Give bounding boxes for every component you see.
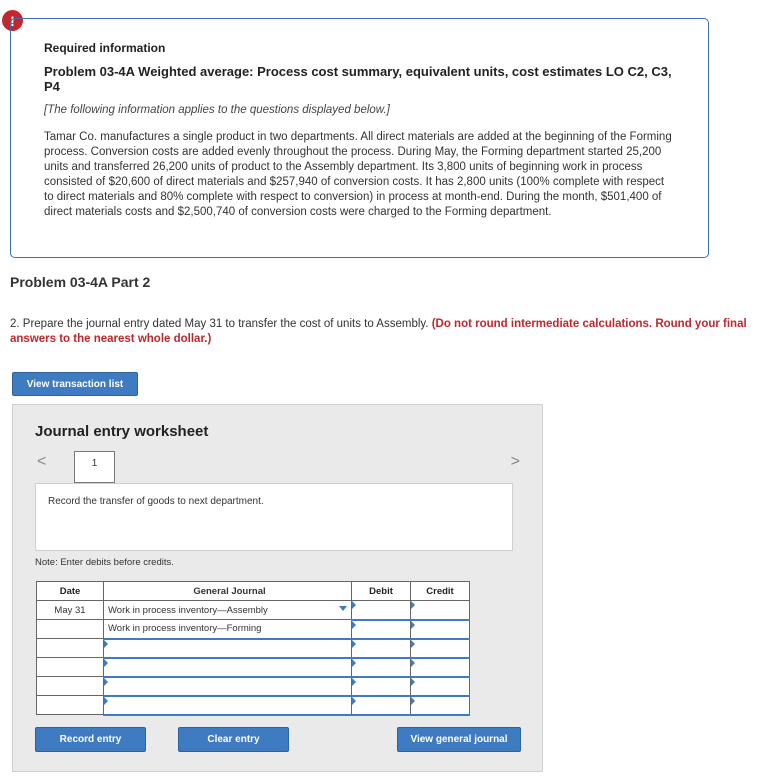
credit-input[interactable]: [411, 658, 470, 677]
input-marker-icon: [104, 640, 108, 648]
date-cell[interactable]: [37, 620, 104, 639]
question-instruction: (Do not round intermediate calculations. Round your final answers to the nearest whole dollar.): [10, 318, 747, 345]
applies-note: [The following information applies to the questions displayed below.]: [44, 104, 390, 116]
journal-table: [36, 581, 470, 716]
input-marker-icon: [411, 640, 415, 648]
view-general-journal-button[interactable]: View general journal: [397, 727, 521, 752]
credit-header: Credit: [411, 582, 470, 601]
account-select[interactable]: [104, 639, 352, 658]
table-row: [37, 639, 470, 658]
debit-header: Debit: [352, 582, 411, 601]
debit-input[interactable]: [352, 696, 411, 715]
date-cell[interactable]: May 31: [37, 601, 104, 620]
date-cell[interactable]: [37, 658, 104, 677]
debit-input[interactable]: [352, 620, 411, 639]
input-marker-icon: [352, 697, 356, 705]
credit-input[interactable]: [411, 639, 470, 658]
problem-description: Tamar Co. manufactures a single product in two departments. All direct materials are added at the beginning of the Forming process. Conversion costs are added evenly throughout the process. During May, the Forming department started 25,200 units and transferred 26,200 units of product to the Assembly department. Its 3,800 units of beginning work in process consisted of $20,600 of direct materials and $257,940 of conversion costs. It has 2,800 units (100% complete with respect to direct materials and 80% complete with respect to conversion) in process at month-end. During the month, $501,400 of direct materials costs and $2,500,740 of conversion costs were charged to the Forming department.: [44, 131, 672, 218]
credit-input[interactable]: [411, 601, 470, 620]
journal-header-row: [37, 582, 470, 601]
input-marker-icon: [411, 659, 415, 667]
input-marker-icon: [411, 621, 415, 629]
part-title: Problem 03-4A Part 2: [10, 274, 151, 290]
question-prompt: 2. Prepare the journal entry dated May 31 to transfer the cost of units to Assembly.: [10, 318, 429, 330]
worksheet-title: Journal entry worksheet: [35, 423, 209, 440]
input-marker-icon: [352, 601, 356, 609]
account-select[interactable]: [104, 601, 352, 620]
record-entry-button[interactable]: Record entry: [35, 727, 146, 752]
problem-title: Problem 03-4A Weighted average: Process cost summary, equivalent units, cost estimates LO C2, C3, P4: [44, 64, 672, 94]
chevron-left-icon[interactable]: <: [37, 453, 47, 470]
table-row: [37, 696, 470, 715]
debit-input[interactable]: [352, 677, 411, 696]
debit-input[interactable]: [352, 658, 411, 677]
table-row: [37, 601, 470, 620]
input-marker-icon: [352, 678, 356, 686]
account-name: Work in process inventory—Assembly: [108, 604, 268, 616]
input-marker-icon: [104, 659, 108, 667]
input-marker-icon: [352, 621, 356, 629]
required-information-heading: Required information: [44, 41, 166, 55]
date-cell[interactable]: [37, 677, 104, 696]
input-marker-icon: [352, 640, 356, 648]
account-select[interactable]: [104, 620, 352, 639]
chevron-down-icon[interactable]: [339, 606, 347, 611]
credit-input[interactable]: [411, 696, 470, 715]
input-marker-icon: [104, 678, 108, 686]
transaction-description: Record the transfer of goods to next department.: [35, 483, 513, 551]
debit-input[interactable]: [352, 639, 411, 658]
view-transaction-list-button[interactable]: View transaction list: [12, 372, 138, 396]
date-header: Date: [37, 582, 104, 601]
date-cell[interactable]: [37, 639, 104, 658]
clear-entry-button[interactable]: Clear entry: [178, 727, 289, 752]
debit-input[interactable]: [352, 601, 411, 620]
worksheet-page-tab[interactable]: 1: [74, 451, 115, 483]
journal-entry-worksheet: [12, 404, 543, 772]
input-marker-icon: [411, 678, 415, 686]
account-select[interactable]: [104, 677, 352, 696]
table-row: [37, 677, 470, 696]
alert-icon: !: [2, 10, 23, 31]
credit-input[interactable]: [411, 620, 470, 639]
required-information-box: [10, 18, 709, 258]
credit-input[interactable]: [411, 677, 470, 696]
input-marker-icon: [411, 601, 415, 609]
input-marker-icon: [411, 697, 415, 705]
general-journal-header: General Journal: [104, 582, 352, 601]
input-marker-icon: [104, 697, 108, 705]
table-row: [37, 658, 470, 677]
account-name: Work in process inventory—Forming: [108, 623, 262, 635]
input-marker-icon: [352, 659, 356, 667]
date-cell[interactable]: [37, 696, 104, 715]
account-select[interactable]: [104, 658, 352, 677]
account-select[interactable]: [104, 696, 352, 715]
question-text: [10, 317, 750, 347]
chevron-right-icon[interactable]: >: [510, 453, 520, 470]
entry-note: Note: Enter debits before credits.: [35, 557, 174, 568]
table-row: [37, 620, 470, 639]
